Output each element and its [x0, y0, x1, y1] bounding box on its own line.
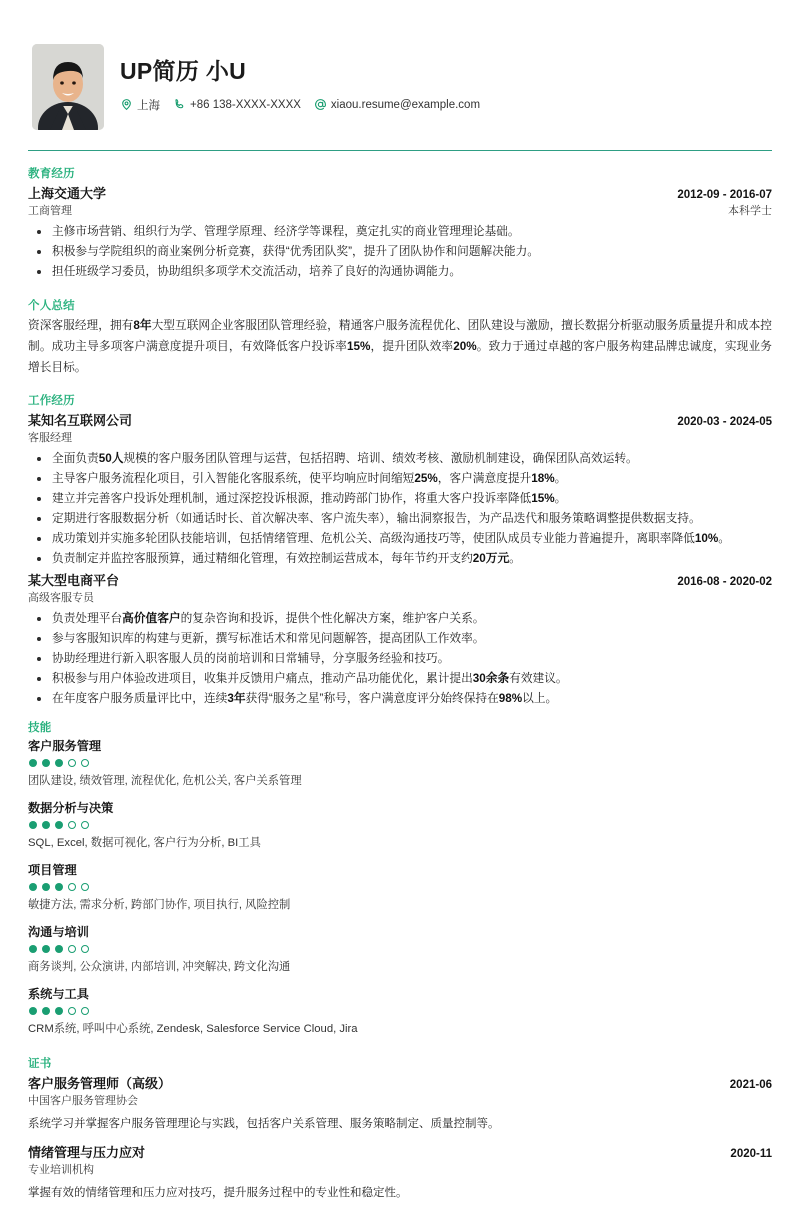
- dot-filled: [42, 1007, 50, 1015]
- experience-date: 2016-08 - 2020-02: [677, 576, 772, 589]
- certificate-entry: [28, 1073, 772, 1133]
- dot-filled: [42, 883, 50, 891]
- dot-filled: [55, 1007, 63, 1015]
- education-degree: 本科学士: [728, 205, 772, 217]
- certificate-name: 客户服务管理师（高级）: [28, 1075, 172, 1091]
- dot-filled: [29, 1007, 37, 1015]
- skill-level-dots: [29, 821, 772, 829]
- experience-list: [28, 410, 772, 709]
- page-title: UP简历 小U: [120, 58, 247, 84]
- skills-list: [28, 737, 772, 1038]
- bullet-item: 负责制定并监控客服预算，通过精细化管理，有效控制运营成本，每年节约开支约20万元。: [28, 550, 772, 569]
- skill-keywords: 敏捷方法, 需求分析, 跨部门协作, 项目执行, 风险控制: [28, 899, 291, 912]
- dot-filled: [42, 821, 50, 829]
- experience-bullets: [28, 610, 772, 709]
- skill-item: [28, 923, 772, 976]
- email-at-icon: [314, 98, 327, 111]
- dot-empty: [81, 1007, 89, 1015]
- dot-filled: [42, 945, 50, 953]
- section-skills: [24, 719, 776, 1038]
- resume-header: [24, 44, 776, 130]
- certificate-date: 2020-11: [730, 1148, 772, 1161]
- skill-name: 系统与工具: [28, 986, 89, 1001]
- skill-item: [28, 799, 772, 852]
- bullet-item: 全面负责50人规模的客户服务团队管理与运营，包括招聘、培训、绩效考核、激励机制建设，确保团队高效运转。: [28, 450, 772, 469]
- bullet-item: 建立并完善客户投诉处理机制，通过深挖投诉根源，推动跨部门协作，将重大客户投诉率降低15%。: [28, 490, 772, 509]
- skill-item: [28, 737, 772, 790]
- bullet-item: 负责处理平台高价值客户的复杂咨询和投诉，提供个性化解决方案，维护客户关系。: [28, 610, 772, 629]
- certificates-list: [28, 1073, 772, 1203]
- skill-name: 客户服务管理: [28, 739, 102, 754]
- dot-filled: [42, 759, 50, 767]
- experience-entry: [28, 570, 772, 709]
- location-pin-icon: [120, 98, 133, 111]
- skill-level-dots: [29, 945, 772, 953]
- phone-icon: [173, 98, 186, 111]
- contact-phone: [173, 98, 301, 111]
- summary-text: 资深客服经理，拥有8年大型互联网企业客服团队管理经验，精通客户服务流程优化、团队建设与激励，擅长数据分析驱动服务质量提升和成本控制。成功主导多项客户满意度提升项目，有效降低客户投诉率15%，提升团队效率20%。致力于通过卓越的客户服务构建品牌忠诚度，实现业务增长目标。: [28, 318, 772, 375]
- skill-item: [28, 861, 772, 914]
- bullet-item: 主导客户服务流程化项目，引入智能化客服系统，使平均响应时间缩短25%，客户满意度提升18%。: [28, 470, 772, 489]
- dot-filled: [55, 945, 63, 953]
- dot-filled: [29, 821, 37, 829]
- skill-level-dots: [29, 759, 772, 767]
- experience-company: 某知名互联网公司: [28, 412, 133, 428]
- skill-level-dots: [29, 883, 772, 891]
- skill-level-dots: [29, 1007, 772, 1015]
- bullet-item: 主修市场营销、组织行为学、管理学原理、经济学等课程，奠定扎实的商业管理理论基础。: [28, 223, 772, 242]
- dot-empty: [68, 1007, 76, 1015]
- skill-name: 数据分析与决策: [28, 801, 114, 816]
- bullet-item: 积极参与学院组织的商业案例分析竞赛，获得“优秀团队奖”，提升了团队协作和问题解决能力。: [28, 243, 772, 262]
- experience-role: 客服经理: [28, 431, 72, 444]
- dot-empty: [81, 945, 89, 953]
- education-date: 2012-09 - 2016-07: [677, 189, 772, 201]
- dot-empty: [81, 759, 89, 767]
- contact-email: [314, 98, 480, 111]
- experience-role: 高级客服专员: [28, 592, 94, 605]
- experience-bullets: [28, 450, 772, 569]
- header-divider: [28, 150, 772, 151]
- skill-item: [28, 985, 772, 1038]
- contact-location-text: 上海: [137, 99, 160, 112]
- identity-block: [120, 44, 488, 113]
- education-school: 上海交通大学: [28, 186, 107, 201]
- section-education: [24, 165, 776, 282]
- dot-filled: [29, 945, 37, 953]
- education-bullets: [28, 223, 772, 282]
- bullet-item: 参与客服知识库的构建与更新，撰写标准话术和常见问题解答，提高团队工作效率。: [28, 630, 772, 649]
- avatar: [32, 44, 104, 130]
- skill-keywords: CRM系统, 呼叫中心系统, Zendesk, Salesforce Service Cloud, Jira: [28, 1022, 358, 1035]
- section-title-summary: 个人总结: [28, 299, 75, 312]
- dot-empty: [68, 759, 76, 767]
- dot-empty: [68, 821, 76, 829]
- dot-filled: [55, 883, 63, 891]
- section-certificates: [24, 1055, 776, 1203]
- certificate-issuer: 中国客户服务管理协会: [28, 1094, 138, 1107]
- dot-filled: [55, 759, 63, 767]
- section-title-certificates: 证书: [28, 1057, 52, 1070]
- bullet-item: 协助经理进行新入职客服人员的岗前培训和日常辅导，分享服务经验和技巧。: [28, 650, 772, 669]
- bullet-item: 积极参与用户体验改进项目，收集并反馈用户痛点，推动产品功能优化，累计提出30余条有效建议。: [28, 670, 772, 689]
- bullet-item: 定期进行客服数据分析（如通话时长、首次解决率、客户流失率），输出洞察报告，为产品迭代和服务策略调整提供数据支持。: [28, 510, 772, 529]
- certificate-description: 掌握有效的情绪管理和压力应对技巧，提升服务过程中的专业性和稳定性。: [28, 1187, 408, 1200]
- contact-location: [120, 97, 160, 113]
- skill-keywords: SQL, Excel, 数据可视化, 客户行为分析, BI工具: [28, 837, 261, 850]
- dot-empty: [68, 883, 76, 891]
- dot-filled: [29, 883, 37, 891]
- section-summary: [24, 297, 776, 379]
- dot-empty: [81, 883, 89, 891]
- education-entry: [28, 183, 772, 282]
- section-title-skills: 技能: [28, 722, 52, 735]
- skill-name: 沟通与培训: [28, 925, 89, 940]
- bullet-item: 成功策划并实施多轮团队技能培训，包括情绪管理、危机公关、高级沟通技巧等，使团队成员专业能力普遍提升，离职率降低10%。: [28, 530, 772, 549]
- dot-empty: [68, 945, 76, 953]
- section-title-education: 教育经历: [28, 168, 75, 180]
- certificate-description: 系统学习并掌握客户服务管理理论与实践，包括客户关系管理、服务策略制定、质量控制等。: [28, 1117, 500, 1130]
- section-experience: [24, 392, 776, 709]
- education-major: 工商管理: [28, 205, 72, 217]
- contact-email-text: xiaou.resume@example.com: [330, 98, 481, 111]
- experience-company: 某大型电商平台: [28, 573, 120, 589]
- contact-list: [120, 97, 488, 113]
- experience-date: 2020-03 - 2024-05: [677, 415, 772, 428]
- experience-entry: [28, 410, 772, 569]
- skill-keywords: 商务谈判, 公众演讲, 内部培训, 冲突解决, 跨文化沟通: [28, 961, 291, 974]
- contact-phone-text: +86 138-XXXX-XXXX: [190, 98, 301, 111]
- certificate-issuer: 专业培训机构: [28, 1164, 94, 1177]
- dot-empty: [81, 821, 89, 829]
- section-title-experience: 工作经历: [28, 394, 75, 407]
- dot-filled: [29, 759, 37, 767]
- certificate-date: 2021-06: [729, 1078, 772, 1091]
- certificate-entry: [28, 1142, 772, 1202]
- bullet-item: 担任班级学习委员，协助组织多项学术交流活动，培养了良好的沟通协调能力。: [28, 263, 772, 282]
- skill-keywords: 团队建设, 绩效管理, 流程优化, 危机公关, 客户关系管理: [28, 775, 302, 788]
- skill-name: 项目管理: [28, 863, 77, 878]
- bullet-item: 在年度客户服务质量评比中，连续3年获得“服务之星”称号，客户满意度评分始终保持在98%以上。: [28, 690, 772, 709]
- dot-filled: [55, 821, 63, 829]
- certificate-name: 情绪管理与压力应对: [28, 1145, 146, 1161]
